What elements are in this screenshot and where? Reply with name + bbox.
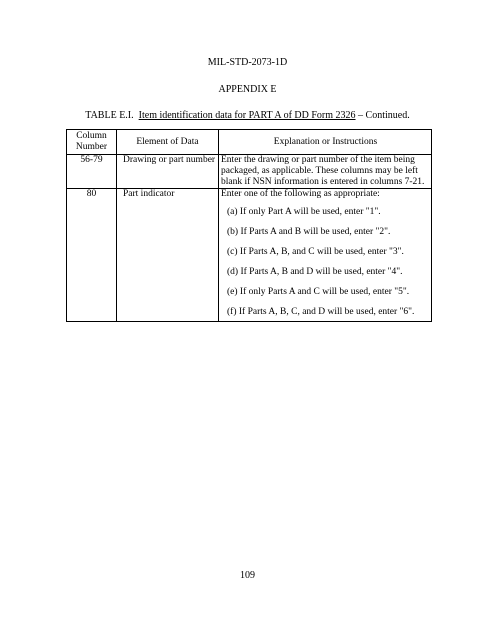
option-item: (c) If Parts A, B, and C will be used, enter "3". [227,247,404,257]
standard-number: MIL-STD-2073-1D [207,57,288,68]
part-indicator-options [227,207,432,327]
option-item: (b) If Parts A and B will be used, enter "2". [227,227,391,237]
row-column-number: 56-79 [80,155,103,165]
option-item: (a) If only Part A will be used, enter "1". [227,207,381,217]
header-explanation: Explanation or Instructions [273,137,378,147]
caption-title: Item identification data for PART A of DD Form 2326 [138,110,356,121]
page-number: 109 [240,570,255,581]
option-item: (e) If only Parts A and C will be used, enter "5". [227,287,410,297]
row-explanation: Enter the drawing or part number of the item being packaged, as applicable. These columns may be left blank if NSN information is entered in columns 7-21. [221,155,425,187]
column-divider [116,130,117,321]
row-element-of-data: Drawing or part number [123,155,216,165]
row-element-of-data: Part indicator [123,189,175,199]
option-item: (d) If Parts A, B and D will be used, enter "4". [227,267,403,277]
option-item: (f) If Parts A, B, C, and D will be used, enter "6". [227,307,415,317]
row-explanation: Enter one of the following as appropriate: [221,189,380,199]
appendix-title: APPENDIX E [218,84,277,95]
item-identification-table [66,129,432,322]
caption-prefix: TABLE E.I. [85,110,134,121]
caption-suffix: – Continued. [355,110,410,121]
table-caption [0,110,495,121]
column-divider [218,130,219,321]
header-column-number: Column Number [75,131,108,152]
row-column-number: 80 [86,189,97,199]
header-element-of-data: Element of Data [136,137,199,147]
